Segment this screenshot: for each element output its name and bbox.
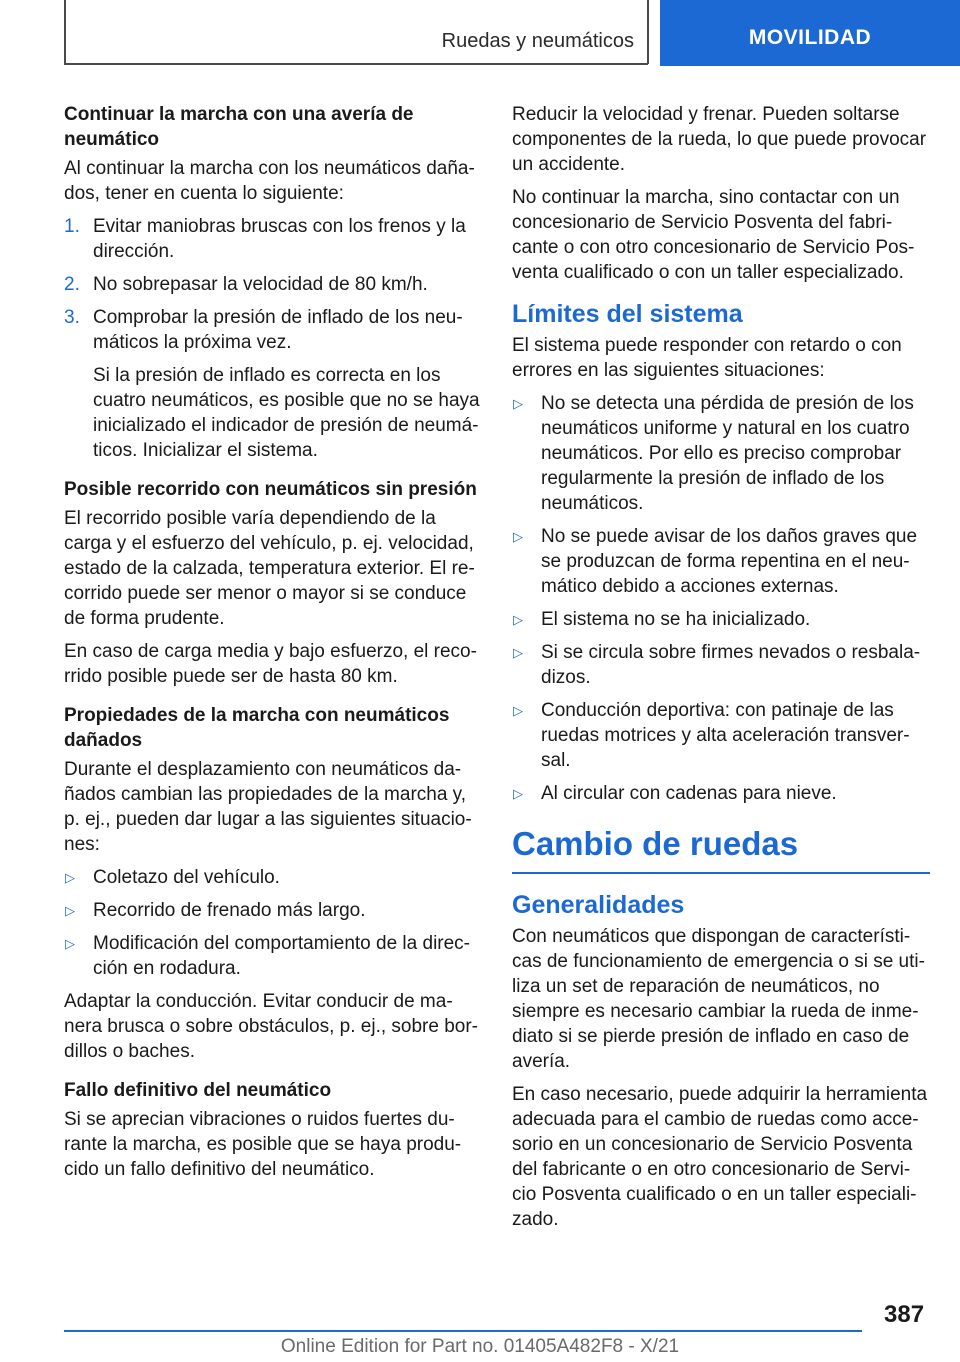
heading-wheel-change: Cambio de ruedas [512,824,930,874]
section-title: Ruedas y neumáticos [441,30,634,52]
paragraph-adapt: Adaptar la conducción. Evitar conducir de ma-nera brusca o sobre obstáculos, p. ej., sobre bor-dillos o baches. [64,991,479,1062]
paragraph-general-1: Con neumáticos que dispongan de característi-cas de funcionamiento de emergencia o si se uti-liza un set de reparación de neumáticos, no siempre es necesario cambiar la rueda de inme-diato si se pierde presión de inflado en caso de avería. [512,926,925,1072]
list-item [64,898,482,923]
paragraph-tire-damage: Al continuar la marcha con los neumáticos daña-dos, tener en cuenta lo siguiente: [64,158,475,204]
limits-list [512,391,930,806]
header-bottom-rule [64,63,648,65]
list-item [64,272,482,297]
bullet-text: No se detecta una pérdida de presión de los neumáticos uniforme y natural en los cuatro neumáticos. Por ello es preciso comprobar regularmente la presión de inflado de los neumáticos. [541,393,914,514]
heading-range: Posible recorrido con neumáticos sin presión [64,479,477,500]
step-text: No sobrepasar la velocidad de 80 km/h. [93,274,428,295]
step-number: 1. [64,216,80,237]
list-item [512,607,930,632]
bullet-text: El sistema no se ha inicializado. [541,609,811,630]
bullet-text: No se puede avisar de los daños graves que se produzcan de forma repentina en el neu-mático debido a acciones externas. [541,526,918,597]
bullet-text: Modificación del comportamiento de la direc-ción en rodadura. [93,933,471,979]
header-separator [647,0,649,64]
list-item [512,524,930,599]
step-text: Evitar maniobras bruscas con los frenos y la dirección. [93,216,466,262]
step-continuation: Si la presión de inflado es correcta en los cuatro neumáticos, es posible que no se haya inicializado el indicador de presión de neumá-ticos. Inicializar el sistema. [93,365,480,461]
triangle-bullet-icon: ▷ [513,645,523,660]
bullet-text: Conducción deportiva: con patinaje de las ruedas motrices y alta aceleración transver-sal. [541,700,910,771]
footer-rule [64,1330,862,1332]
list-item [64,214,482,264]
list-item [64,865,482,890]
chapter-tab: MOVILIDAD [660,0,960,66]
heading-failure: Fallo definitivo del neumático [64,1080,332,1101]
triangle-bullet-icon: ▷ [513,396,523,411]
step-number: 2. [64,274,80,295]
triangle-bullet-icon: ▷ [513,612,523,627]
step-number: 3. [64,307,80,328]
paragraph-range-1: El recorrido posible varía dependiendo de la carga y el esfuerzo del vehículo, p. ej. velocidad, estado de la calzada, temperatura exterior. El re-corrido puede ser menor o mayor si se conduce de forma prudente. [64,508,475,629]
paragraph-general-2: En caso necesario, puede adquirir la herramienta adecuada para el cambio de ruedas como acce-sorio en un concesionario de Servicio Posventa del fabricante o en otro concesionario de Servi-cio Posventa cualificado o en un taller especiali-zado. [512,1084,928,1230]
header-left-rule [64,0,66,64]
list-item [64,931,482,981]
paragraph-range-2: En caso de carga media y bajo esfuerzo, el reco-rrido posible puede ser de hasta 80 km. [64,641,477,687]
bullet-text: Si se circula sobre firmes nevados o resbala-dizos. [541,642,921,688]
triangle-bullet-icon: ▷ [65,870,75,885]
bullet-text: Coletazo del vehículo. [93,867,280,888]
step-text: Comprobar la presión de inflado de los neu-máticos la próxima vez. [93,307,463,353]
triangle-bullet-icon: ▷ [513,786,523,801]
heading-properties: Propiedades de la marcha con neumáticos dañados [64,705,450,751]
triangle-bullet-icon: ▷ [65,903,75,918]
paragraph-failure: Si se aprecian vibraciones o ruidos fuertes du-rante la marcha, es posible que se haya produ-cido un fallo definitivo del neumático. [64,1109,462,1180]
properties-list [64,865,482,981]
page-number: 387 [884,1301,925,1328]
steps-list [64,214,482,463]
triangle-bullet-icon: ▷ [65,936,75,951]
heading-general: Generalidades [512,891,685,919]
paragraph-contact: No continuar la marcha, sino contactar con un concesionario de Servicio Posventa del fabri-cante o con otro concesionario de Servicio Pos-venta cualificado o con un taller especializado. [512,187,915,283]
list-item [512,781,930,806]
paragraph-properties: Durante el desplazamiento con neumáticos da-ñados cambian las propiedades de la marcha y, p. ej., pueden dar lugar a las siguientes situacio-nes: [64,759,472,855]
paragraph-limits: El sistema puede responder con retardo o con errores en las siguientes situaciones: [512,335,902,381]
left-column [64,102,482,1190]
list-item [512,391,930,516]
bullet-text: Recorrido de frenado más largo. [93,900,366,921]
bullet-text: Al circular con cadenas para nieve. [541,783,837,804]
heading-system-limits: Límites del sistema [512,300,743,328]
page-header [0,0,960,66]
paragraph-reduce: Reducir la velocidad y frenar. Pueden soltarse componentes de la rueda, lo que puede provocar un accidente. [512,104,927,175]
triangle-bullet-icon: ▷ [513,703,523,718]
list-item [64,305,482,355]
triangle-bullet-icon: ▷ [513,529,523,544]
footer-edition: Online Edition for Part no. 01405A482F8 - X/21 [280,1336,680,1357]
list-item [512,640,930,690]
heading-tire-damage: Continuar la marcha con una avería de neumático [64,104,414,150]
right-column [512,102,930,1240]
list-item [512,698,930,773]
